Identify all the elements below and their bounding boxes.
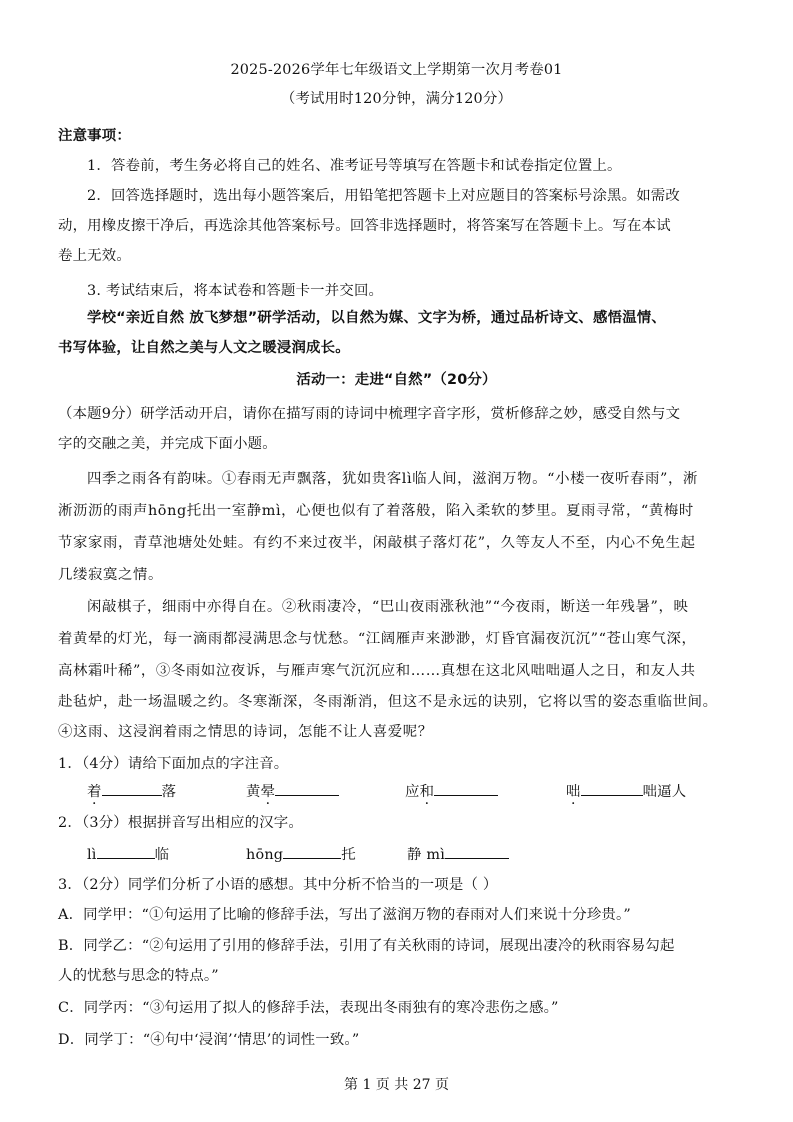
passage-p2-line-3: 高林霜叶稀”，③冬雨如泣夜诉，与雁声寒气沉沉应和……真想在这北风咄咄逼人之日，和友人共 <box>58 663 696 679</box>
q2-item-3 <box>407 844 509 865</box>
q2-answer-blank-3[interactable] <box>445 844 509 859</box>
exam-title: 2025-2026学年七年级语文上学期第一次月考卷01 <box>230 62 563 78</box>
note-item-2-cont2: 卷上无效。 <box>58 248 131 264</box>
passage-p2-line-2: 着黄晕的灯光，每一滴雨都浸满思念与忧愁。“江阔雁声来渺渺，灯昏官漏夜沉沉”“苍山寒气深， <box>58 631 697 647</box>
page-number: 第 1 页 共 27 页 <box>344 1077 449 1093</box>
q2-answer-blank-2[interactable] <box>283 844 341 859</box>
note-item-2: 2．回答选择题时，选出每小题答案后，用铅笔把答题卡上对应题目的答案标号涂黑。如需改 <box>87 188 680 204</box>
q3-option-b[interactable]: B．同学乙：“②句运用了引用的修辞手法，引用了有关秋雨的诗词，展现出凄冷的秋雨容易勾起 <box>58 938 675 954</box>
q3-option-d[interactable]: D．同学丁：“④句中‘浸润’‘情思’的词性一致。” <box>58 1032 360 1048</box>
question-1-stem: 1．（4分）请给下面加点的字注音。 <box>58 756 289 772</box>
q1-dotted-char-2: 晕 <box>260 784 276 800</box>
q2-item-3-pre: 静 <box>407 847 427 863</box>
q1-answer-blank-4[interactable] <box>581 781 643 796</box>
q1-item-4-rest: 咄逼人 <box>642 784 687 800</box>
q1-item-2 <box>246 781 339 802</box>
q2-pinyin-3: mì <box>426 847 446 863</box>
q1-item-2-pre: 黄 <box>246 784 261 800</box>
passage-p2-line-5: ④这雨、这浸润着雨之情思的诗词，怎能不让人喜爱呢？ <box>58 724 433 740</box>
q3-option-b-cont: 人的忧愁与思念的特点。” <box>58 968 219 984</box>
q2-item-1-after: 临 <box>154 847 170 863</box>
q1-answer-blank-1[interactable] <box>102 781 162 796</box>
q2-item-1 <box>87 844 169 865</box>
q1-dotted-char-1: 着 <box>87 784 102 800</box>
question-2-stem: 2．（3分）根据拼音写出相应的汉字。 <box>58 815 303 831</box>
q1-answer-blank-2[interactable] <box>275 781 339 796</box>
activity-title: 活动一：走进“自然”（20分） <box>296 372 497 388</box>
question-2-items <box>58 844 737 866</box>
intro-line-1: 学校“亲近自然 放飞梦想”研学活动，以自然为媒、文字为桥，通过品析诗文、感悟温情、 <box>87 310 666 326</box>
passage-p2-line-1: 闲敲棋子，细雨中亦得自在。②秋雨凄冷，“巴山夜雨涨秋池”“今夜雨，断送一年残暑”，映 <box>87 599 689 615</box>
note-item-2-cont: 动，用橡皮擦干净后，再选涂其他答案标号。回答非选择题时，将答案写在答题卡上。写在本试 <box>58 218 671 234</box>
notes-heading: 注意事项： <box>58 128 131 144</box>
note-item-3: 3. 考试结束后，将本试卷和答题卡一并交回。 <box>87 283 384 299</box>
q2-answer-blank-1[interactable] <box>97 844 155 859</box>
intro-line-2: 书写体验，让自然之美与人文之暖浸润成长。 <box>58 340 350 356</box>
question-3-stem: 3．（2分）同学们分析了小语的感想。其中分析不恰当的一项是（ ） <box>58 877 498 893</box>
note-item-1: 1．答卷前，考生务必将自己的姓名、准考证号等填写在答题卡和试卷指定位置上。 <box>87 158 622 174</box>
q1-item-1 <box>87 781 176 802</box>
q1-dotted-char-4: 咄 <box>566 784 581 800</box>
exam-subtitle: （考试用时120分钟，满分120分） <box>280 91 513 107</box>
q1-item-4 <box>566 781 686 802</box>
passage-p2-line-4: 赴毡炉，赴一场温暖之约。冬寒渐深，冬雨渐消，但这不是永远的诀别，它将以雪的姿态重临世间。 <box>58 694 718 710</box>
q1-answer-blank-3[interactable] <box>434 781 498 796</box>
activity-lead-2: 字的交融之美，并完成下面小题。 <box>58 436 277 452</box>
q3-option-c[interactable]: C．同学丙：“③句运用了拟人的修辞手法，表现出冬雨独有的寒冷悲伤之感。” <box>58 1000 559 1016</box>
q2-item-2-after: 托 <box>341 847 356 863</box>
q1-dotted-char-3: 和 <box>419 784 435 800</box>
passage-p1-line-3: 节家家雨，青草池塘处处蛙。有约不来过夜半，闲敲棋子落灯花”，久等友人不至，内心不免生起 <box>58 535 696 551</box>
q1-item-1-rest: 落 <box>161 784 177 800</box>
q2-pinyin-2: hōng <box>246 847 284 863</box>
q2-pinyin-1: lì <box>87 847 97 863</box>
passage-p1-line-2: 淅沥沥的雨声hōng托出一室静mì，心便也似有了着落般，陷入柔软的梦里。夏雨寻常，“黄梅时 <box>58 503 694 519</box>
activity-lead-1: （本题9分）研学活动开启，请你在描写雨的诗词中梳理字音字形，赏析修辞之妙，感受自然与文 <box>58 406 681 422</box>
q3-option-a[interactable]: A．同学甲：“①句运用了比喻的修辞手法，写出了滋润万物的春雨对人们来说十分珍贵。” <box>58 907 631 923</box>
passage-p1-line-1: 四季之雨各有韵味。①春雨无声飘落，犹如贵客lì临人间，滋润万物。“小楼一夜听春雨”，淅 <box>87 471 698 487</box>
q2-item-2 <box>246 844 356 865</box>
passage-p1-line-4: 几缕寂寞之情。 <box>58 567 163 583</box>
q1-item-3 <box>405 781 498 802</box>
q1-item-3-pre: 应 <box>405 784 420 800</box>
question-1-items <box>58 781 737 803</box>
